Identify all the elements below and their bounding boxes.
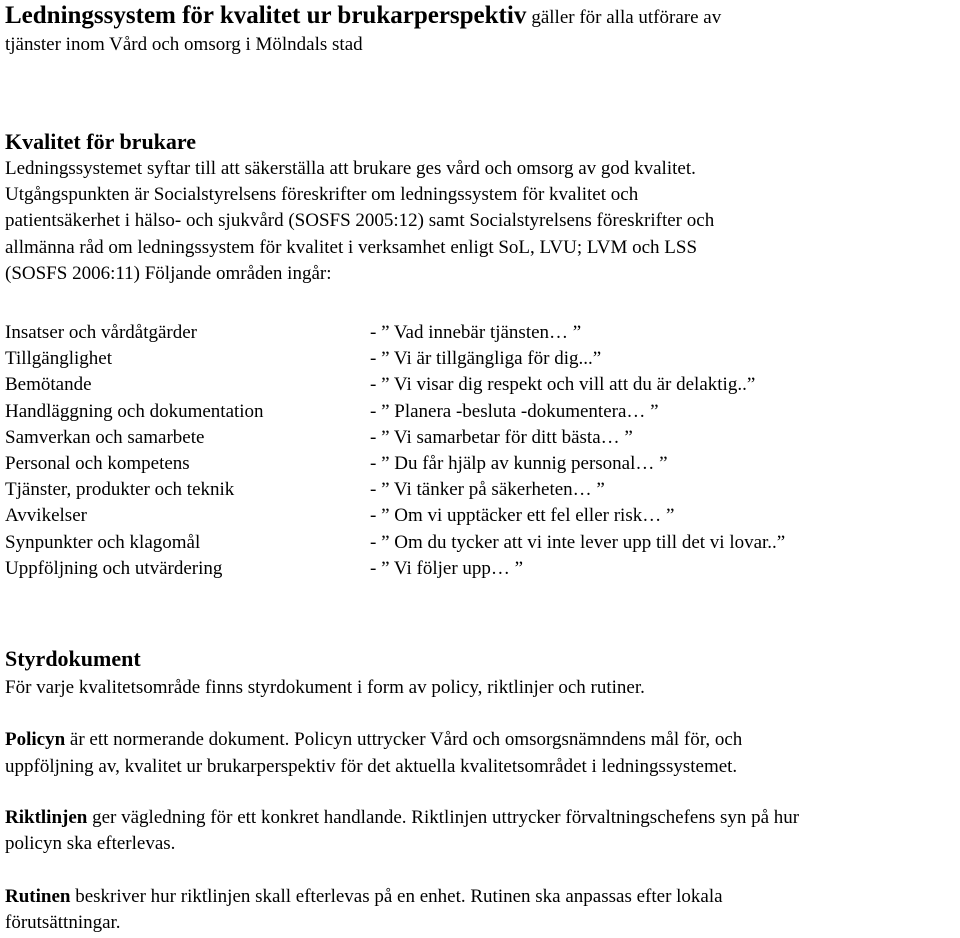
quality-line: Utgångspunkten är Socialstyrelsens föreskrifter om ledningssystem för kvalitet och (5, 184, 639, 205)
list-item (5, 346, 957, 372)
area-name: Personal och kompetens (5, 452, 190, 474)
list-item (5, 556, 957, 582)
area-name: Avvikelser (5, 505, 87, 527)
area-motto: - ” Vi följer upp… ” (370, 557, 524, 579)
title-rest: gäller för alla utförare av (531, 7, 722, 28)
guideline-text-1: ger vägledning för ett konkret handlande. Riktlinjen uttrycker förvaltningschefens syn på hur (87, 807, 800, 828)
policy-term: Policyn (5, 729, 66, 750)
area-name: Uppföljning och utvärdering (5, 557, 223, 579)
policy-line-2: uppföljning av, kvalitet ur brukarperspektiv för det aktuella kvalitetsområdet i ledningssystemet. (5, 756, 738, 777)
routine-text-1: beskriver hur riktlinjen skall efterlevas på en enhet. Rutinen ska anpassas efter lokala (70, 886, 723, 907)
document-title (5, 2, 957, 32)
quality-heading: Kvalitet för brukare (5, 129, 197, 154)
list-item (5, 477, 957, 503)
policy-line-1 (5, 727, 957, 753)
area-name: Tillgänglighet (5, 348, 112, 370)
guideline-term: Riktlinjen (5, 807, 88, 828)
area-motto: - ” Om vi upptäcker ett fel eller risk… ” (370, 505, 675, 527)
list-item (5, 503, 957, 529)
area-motto: - ” Vi samarbetar för ditt bästa… ” (370, 426, 633, 448)
list-item (5, 372, 957, 398)
area-motto: - ” Vi visar dig respekt och vill att du är delaktig..” (370, 374, 756, 396)
governing-heading: Styrdokument (5, 646, 141, 671)
quality-line: allmänna råd om ledningssystem för kvalitet i verksamhet enligt SoL, LVU; LVM och LSS (5, 237, 698, 258)
quality-line: (SOSFS 2006:11) Följande områden ingår: (5, 263, 332, 284)
area-name: Tjänster, produkter och teknik (5, 479, 235, 501)
list-item (5, 451, 957, 477)
routine-term: Rutinen (5, 886, 71, 907)
routine-line-1 (5, 884, 957, 910)
area-motto: - ” Planera -besluta -dokumentera… ” (370, 400, 659, 422)
area-name: Handläggning och dokumentation (5, 400, 264, 422)
routine-line-2: förutsättningar. (5, 912, 121, 933)
governing-intro: För varje kvalitetsområde finns styrdokument i form av policy, riktlinjer och rutiner. (5, 677, 645, 698)
title-line-2: tjänster inom Vård och omsorg i Mölndals stad (5, 34, 363, 55)
area-motto: - ” Vad innebär tjänsten… ” (370, 322, 582, 343)
area-motto: - ” Du får hjälp av kunnig personal… ” (370, 452, 668, 474)
area-motto: - ” Vi tänker på säkerheten… ” (370, 479, 605, 501)
list-item (5, 530, 957, 556)
list-item (5, 320, 957, 346)
area-name: Insatser och vårdåtgärder (5, 322, 198, 343)
list-item (5, 425, 957, 451)
policy-text-1: är ett normerande dokument. Policyn uttrycker Vård och omsorgsnämndens mål för, och (65, 729, 743, 750)
guideline-line-2: policyn ska efterlevas. (5, 833, 176, 854)
area-motto: - ” Vi är tillgängliga för dig...” (370, 348, 602, 370)
title-bold: Ledningssystem för kvalitet ur brukarperspektiv (5, 2, 527, 29)
guideline-line-1 (5, 805, 957, 831)
area-name: Samverkan och samarbete (5, 426, 205, 448)
quality-line: Ledningssystemet syftar till att säkerställa att brukare ges vård och omsorg av god kvalitet. (5, 158, 696, 179)
area-name: Bemötande (5, 374, 92, 396)
list-item (5, 399, 957, 425)
quality-line: patientsäkerhet i hälso- och sjukvård (SOSFS 2005:12) samt Socialstyrelsens föreskrifter och (5, 210, 715, 231)
area-name: Synpunkter och klagomål (5, 531, 201, 553)
area-motto: - ” Om du tycker att vi inte lever upp till det vi lovar..” (370, 531, 786, 553)
quality-areas-list (5, 320, 957, 582)
